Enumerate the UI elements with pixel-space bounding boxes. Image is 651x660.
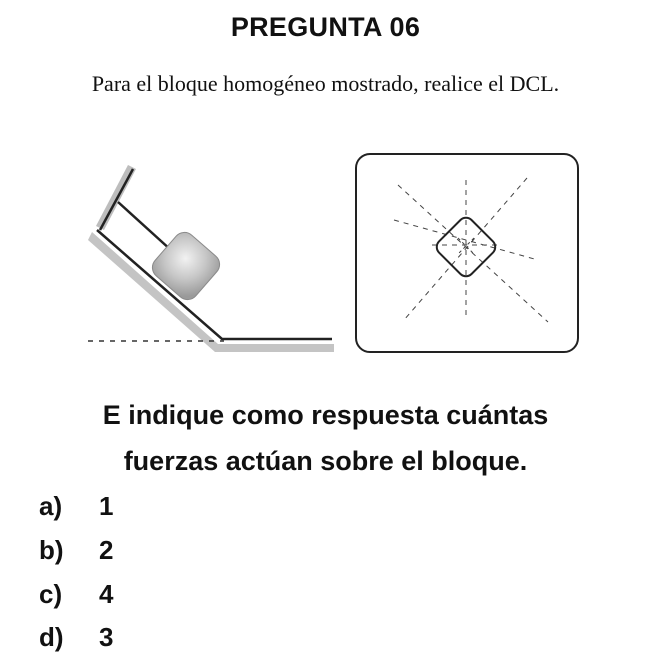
- option-d[interactable]: [39, 622, 113, 653]
- question-title: PREGUNTA 06: [230, 12, 421, 42]
- option-b-letter: b): [39, 535, 64, 565]
- incline-shade: [88, 232, 334, 352]
- question-line-1: E indique como respuesta cuántas: [102, 400, 549, 430]
- option-b-value: 2: [99, 535, 114, 565]
- incline-diagram: [88, 165, 334, 352]
- option-c-value: 4: [99, 579, 114, 609]
- option-c-letter: c): [39, 579, 63, 609]
- question-line-2: fuerzas actúan sobre el bloque.: [123, 446, 528, 476]
- option-a[interactable]: [39, 491, 113, 522]
- dcl-box: [356, 154, 578, 352]
- wall-line: [100, 169, 133, 230]
- option-a-value: 1: [99, 491, 114, 521]
- dcl-frame: [356, 154, 578, 352]
- problem-statement: Para el bloque homogéneo mostrado, realice el DCL.: [91, 71, 560, 96]
- rope: [118, 202, 172, 251]
- option-b[interactable]: [39, 535, 113, 566]
- incline-line: [97, 230, 332, 339]
- option-c[interactable]: [39, 579, 113, 610]
- option-a-letter: a): [39, 491, 63, 521]
- option-d-value: 3: [99, 622, 114, 652]
- option-d-letter: d): [39, 622, 64, 652]
- figure: [0, 140, 651, 370]
